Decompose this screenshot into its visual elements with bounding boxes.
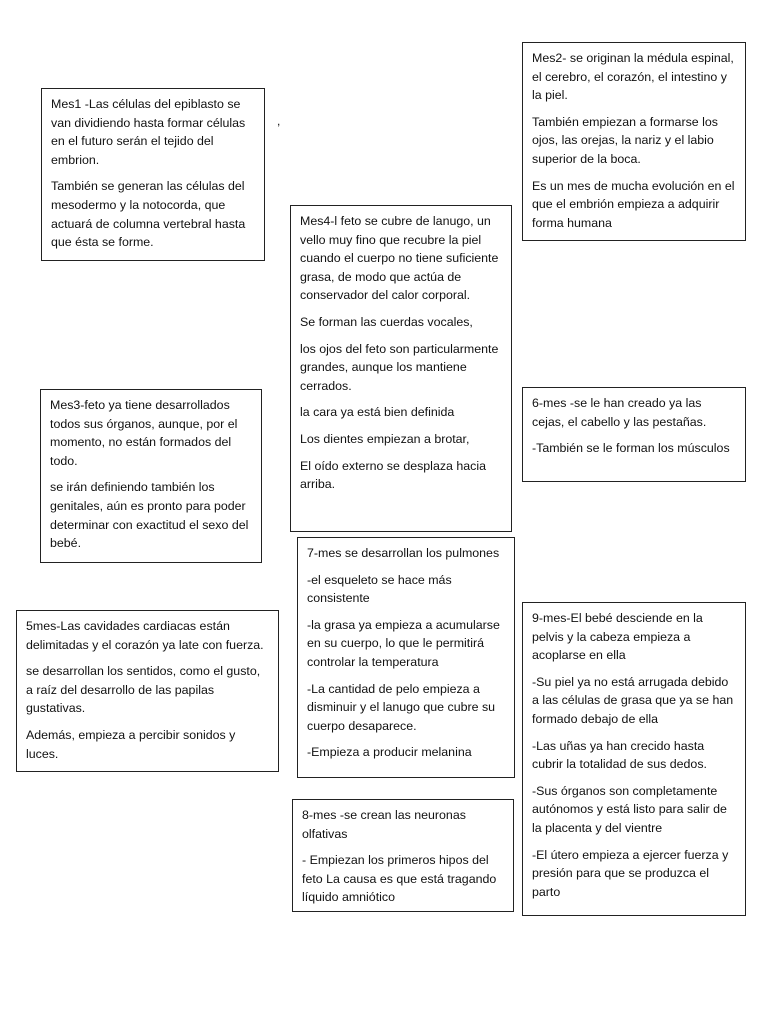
month-8-para-2: - Empiezan los primeros hipos del feto La causa es que está tragando líquido amniótico [302, 853, 497, 905]
month-3-box [40, 389, 262, 563]
month-6-para-2: -También se le forman los músculos [532, 441, 730, 456]
month-3-para-1: Mes3-feto ya tiene desarrollados todos sus órganos, aunque, por el momento, no están formados del todo. [50, 398, 238, 468]
month-7-box [297, 537, 515, 778]
month-4-para-5: Los dientes empiezan a brotar, [300, 431, 470, 446]
month-5-para-1: 5mes-Las cavidades cardiacas están delimitadas y el corazón ya late con fuerza. [26, 619, 264, 652]
month-4-para-6: El oído externo se desplaza hacia arriba. [300, 458, 486, 492]
month-8-box [292, 799, 514, 912]
month-2-para-1: Mes2- se originan la médula espinal, el cerebro, el corazón, el intestino y la piel. [532, 51, 734, 103]
month-2-box [522, 42, 746, 241]
month-7-para-5: -Empieza a producir melanina [307, 745, 472, 760]
month-1-para-2: También se generan las células del mesodermo y la notocorda, que actuará de columna vertebral hasta que ésta se forme. [51, 179, 246, 250]
month-7-para-1: 7-mes se desarrollan los pulmones [307, 546, 500, 560]
month-7-para-2: -el esqueleto se hace más consistente [307, 572, 452, 606]
month-7-para-3: -la grasa ya empieza a acumularse en su cuerpo, lo que le permitirá controlar la temperatura [307, 617, 500, 669]
month-5-box [16, 610, 279, 772]
month-9-para-4: -Sus órganos son completamente autónomos y está listo para salir de la placenta y del vientre [532, 783, 727, 835]
month-4-para-2: Se forman las cuerdas vocales, [300, 314, 473, 329]
month-4-para-1: Mes4-l feto se cubre de lanugo, un vello muy fino que recubre la piel cuando el cuerpo no tiene suficiente grasa, de modo que actúa de conservador del calor corporal. [300, 214, 499, 303]
month-2-para-3: Es un mes de mucha evolución en el que el embrión empieza a adquirir forma humana [532, 178, 735, 230]
month-9-para-2: -Su piel ya no está arrugada debido a las células de grasa que ya se han formado debajo de ella [532, 674, 734, 726]
month-1-box [41, 88, 265, 261]
month-9-box [522, 602, 746, 916]
month-9-para-3: -Las uñas ya han crecido hasta cubrir la totalidad de sus dedos. [532, 738, 707, 772]
month-6-box [522, 387, 746, 482]
month-2-para-2: También empiezan a formarse los ojos, las orejas, la nariz y el labio superior de la boca. [532, 114, 718, 166]
month-5-para-2: se desarrollan los sentidos, como el gusto, a raíz del desarrollo de las papilas gustativas. [26, 664, 261, 716]
month-4-box [290, 205, 512, 532]
month-4-para-3: los ojos del feto son particularmente grandes, aunque los mantiene cerrados. [300, 341, 499, 393]
month-1-para-1: Mes1 -Las células del epiblasto se van dividiendo hasta formar células en el futuro serán el tejido del embrion. [51, 97, 246, 167]
month-5-para-3: Además, empieza a percibir sonidos y luces. [26, 727, 236, 761]
month-4-para-4: la cara ya está bien definida [300, 405, 455, 420]
month-9-para-1: 9-mes-El bebé desciende en la pelvis y la cabeza empieza a acoplarse en ella [532, 611, 703, 663]
month-6-para-1: 6-mes -se le han creado ya las cejas, el cabello y las pestañas. [532, 396, 707, 429]
month-7-para-4: -La cantidad de pelo empieza a disminuir y el lanugo que cubre su cuerpo desaparece. [307, 681, 496, 733]
month-3-para-2: se irán definiendo también los genitales, aún es pronto para poder determinar con exactitud el sexo del bebé. [50, 480, 249, 551]
month-8-para-1: 8-mes -se crean las neuronas olfativas [302, 808, 466, 841]
stray-comma: , [277, 114, 281, 128]
month-9-para-5: -El útero empieza a ejercer fuerza y presión para que se produzca el parto [532, 847, 729, 899]
